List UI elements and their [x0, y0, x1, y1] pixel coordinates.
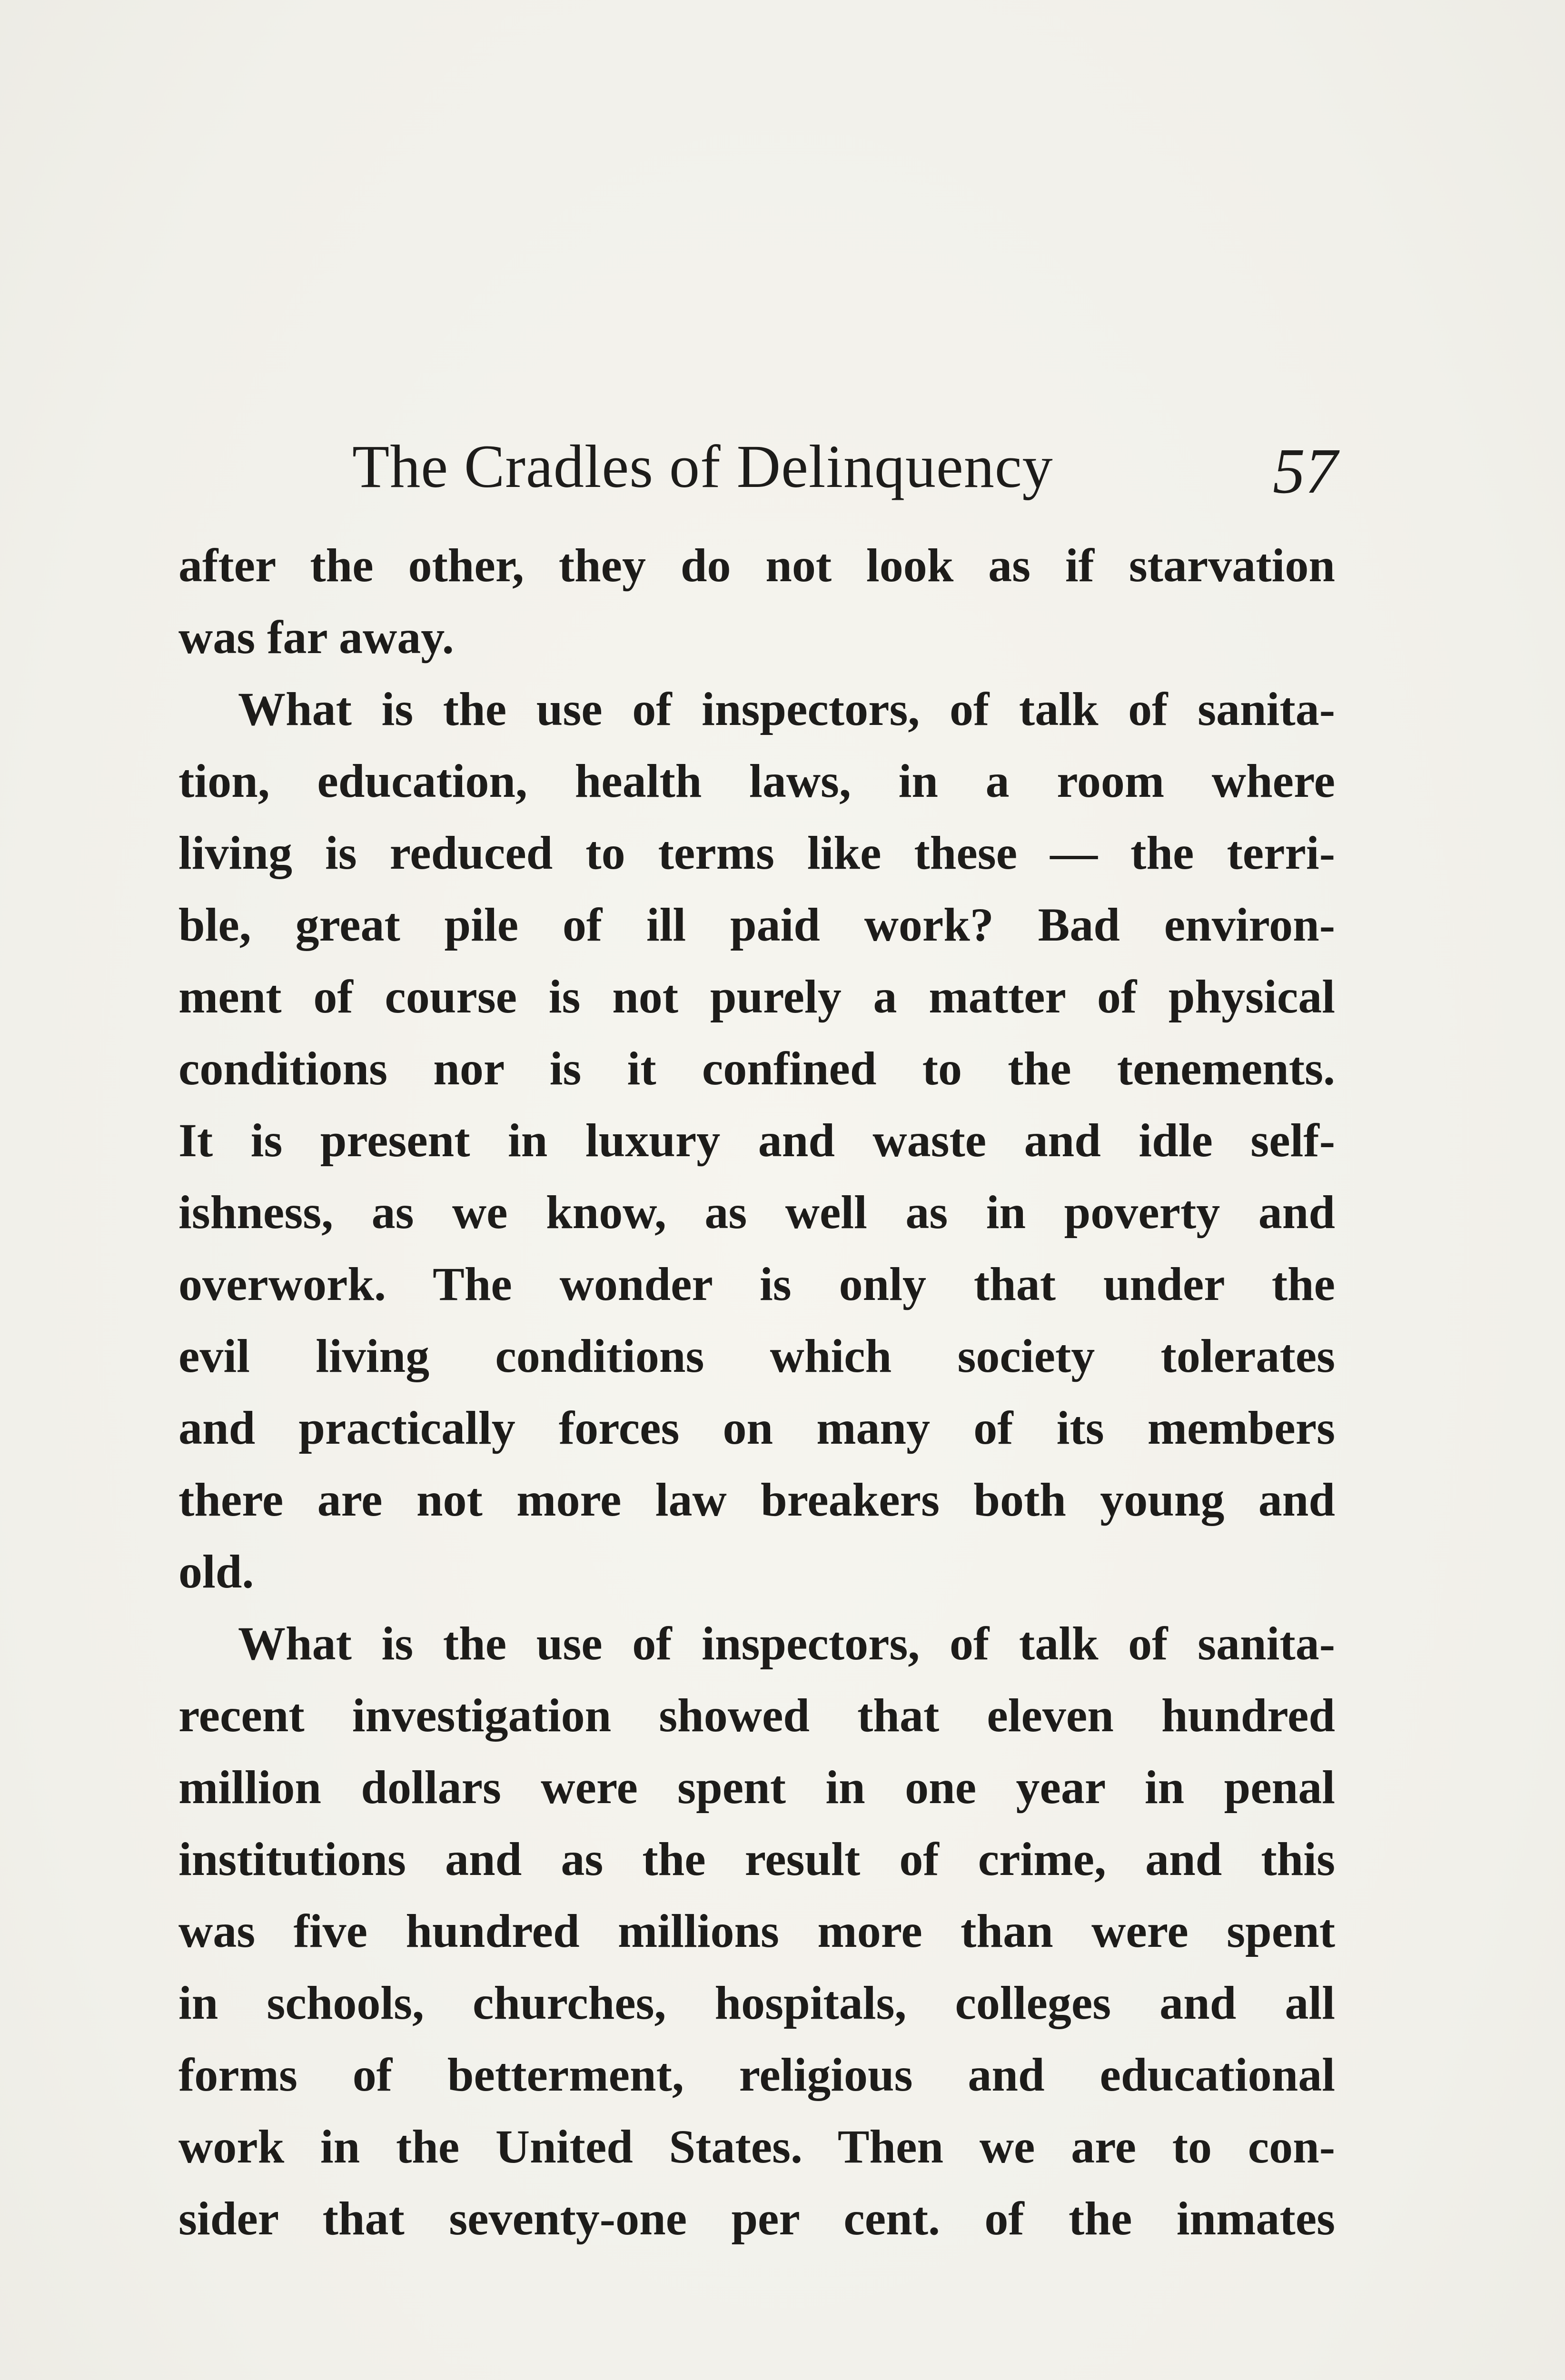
text-line: ishness, as we know, as well as in poverty and: [178, 1186, 1335, 1239]
text-line: evil living conditions which society tolerates: [178, 1329, 1335, 1382]
paragraph: [178, 529, 1335, 673]
text-line: What is the use of inspectors, of talk of sanita-: [238, 683, 1335, 735]
paragraph: [178, 673, 1335, 1607]
text-line: after the other, they do not look as if starvation: [178, 539, 1335, 592]
text-line: What is the use of inspectors, of talk of sanita-: [238, 1617, 1335, 1670]
text-line: conditions nor is it confined to the tenements.: [178, 1042, 1335, 1095]
paragraph: [178, 1607, 1335, 2254]
page-header: [352, 419, 1337, 514]
text-line: was five hundred millions more than were spent: [178, 1904, 1335, 1957]
page-number: 57: [1273, 436, 1337, 507]
text-line: old.: [178, 1545, 254, 1598]
text-line: and practically forces on many of its members: [178, 1401, 1335, 1454]
text-line: sider that seventy-one per cent. of the inmates: [178, 2192, 1335, 2245]
text-line: overwork. The wonder is only that under the: [178, 1258, 1335, 1310]
text-line: living is reduced to terms like these — the terri-: [178, 826, 1335, 879]
text-line: institutions and as the result of crime, and this: [178, 1833, 1335, 1885]
text-line: there are not more law breakers both young and: [178, 1473, 1335, 1526]
text-line: work in the United States. Then we are to con-: [178, 2120, 1335, 2173]
text-line: ment of course is not purely a matter of physical: [178, 970, 1335, 1023]
text-line: It is present in luxury and waste and idle self-: [178, 1114, 1335, 1167]
running-title: The Cradles of Delinquency: [352, 433, 1053, 500]
text-line: in schools, churches, hospitals, colleges and all: [178, 1976, 1335, 2029]
body-text: [178, 529, 1335, 2254]
text-line: recent investigation showed that eleven hundred: [178, 1689, 1335, 1742]
text-line: tion, education, health laws, in a room where: [178, 754, 1335, 807]
text-line: million dollars were spent in one year in penal: [178, 1761, 1335, 1814]
text-line: ble, great pile of ill paid work? Bad environ-: [178, 898, 1335, 951]
text-line: was far away.: [178, 611, 454, 664]
text-line: forms of betterment, religious and educational: [178, 2048, 1335, 2101]
